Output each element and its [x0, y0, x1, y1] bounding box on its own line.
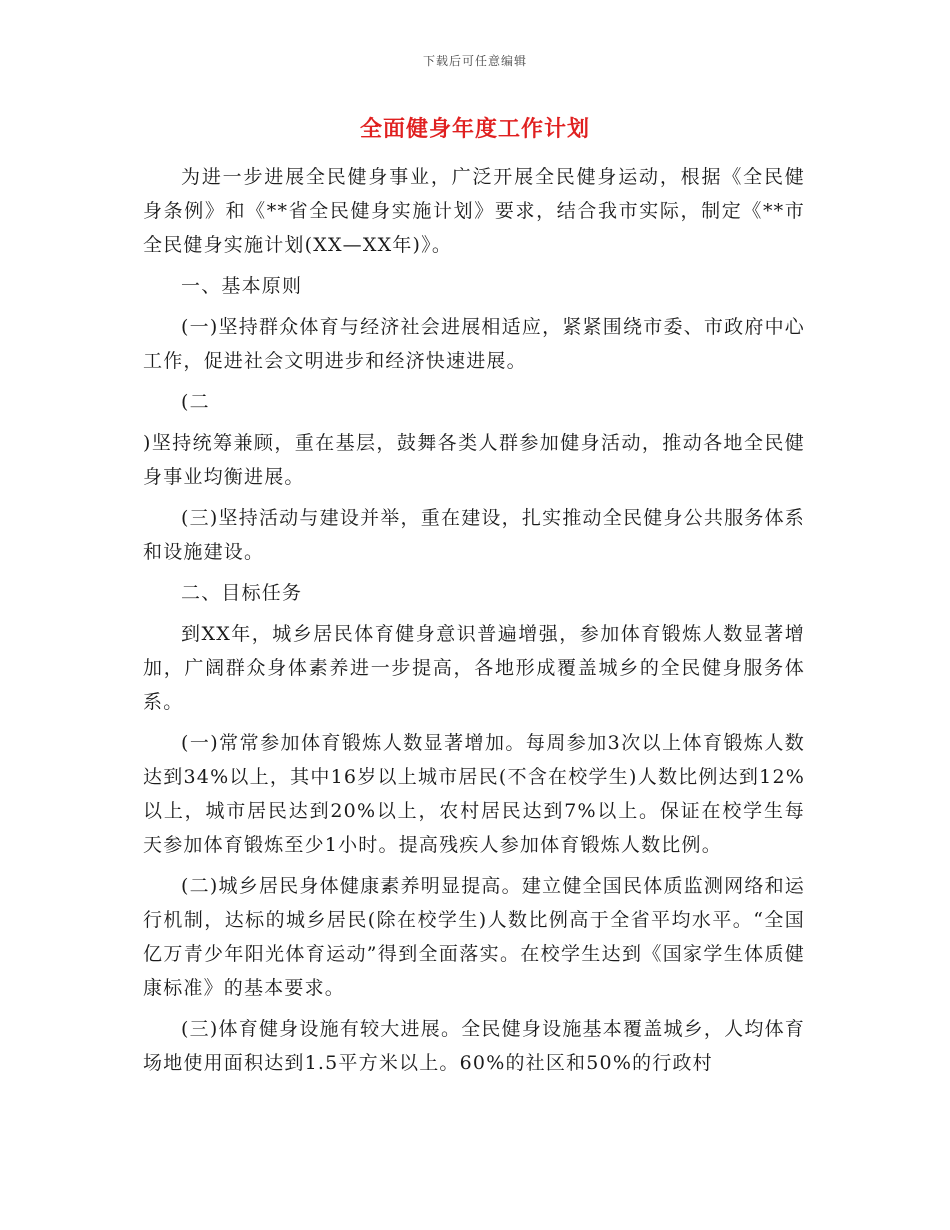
- paragraph-goal-1: (一)常常参加体育锻炼人数显著增加。每周参加3次以上体育锻炼人数达到34%以上，其中16岁以上城市居民(不含在校学生)人数比例达到12%以上，城市居民达到20%以上，农村居民达到7%以上。保证在校学生每天参加体育锻炼至少1小时。提高残疾人参加体育锻炼人数比例。: [143, 732, 805, 856]
- section-heading-goals: 二、目标任务: [181, 582, 303, 604]
- paragraph-goal-2: (二)城乡居民身体健康素养明显提高。建立健全国民体质监测网络和运行机制，达标的城乡居民(除在校学生)人数比例高于全省平均水平。“全国亿万青少年阳光体育运动”得到全面落实。在校学生达到《国家学生体质健康标准》的基本要求。: [143, 875, 805, 999]
- paragraph-goals-overview: 到XX年，城乡居民体育健身意识普遍增强，参加体育锻炼人数显著增加，广阔群众身体素养进一步提高，各地形成覆盖城乡的全民健身服务体系。: [143, 623, 805, 713]
- paragraph-principle-2: )坚持统筹兼顾，重在基层，鼓舞各类人群参加健身活动，推动各地全民健身事业均衡进展。: [143, 432, 805, 488]
- paragraph-principle-3: (三)坚持活动与建设并举，重在建设，扎实推动全民健身公共服务体系和设施建设。: [143, 507, 805, 563]
- paragraph-principle-2-fragment: (二: [181, 391, 210, 413]
- paragraph-goal-3: (三)体育健身设施有较大进展。全民健身设施基本覆盖城乡，人均体育场地使用面积达到1.5平方米以上。60%的社区和50%的行政村: [143, 1018, 805, 1074]
- header-note: 下载后可任意编辑: [422, 54, 527, 68]
- section-heading-principles: 一、基本原则: [181, 275, 303, 297]
- paragraph-principle-1: (一)坚持群众体育与经济社会进展相适应，紧紧围绕市委、市政府中心工作，促进社会文明进步和经济快速进展。: [143, 316, 805, 372]
- document-title: 全面健身年度工作计划: [359, 117, 590, 142]
- paragraph-intro: 为进一步进展全民健身事业，广泛开展全民健身运动，根据《全民健身条例》和《**省全民健身实施计划》要求，结合我市实际，制定《**市全民健身实施计划(XX—XX年)》。: [143, 166, 805, 256]
- document-body: [143, 160, 805, 1087]
